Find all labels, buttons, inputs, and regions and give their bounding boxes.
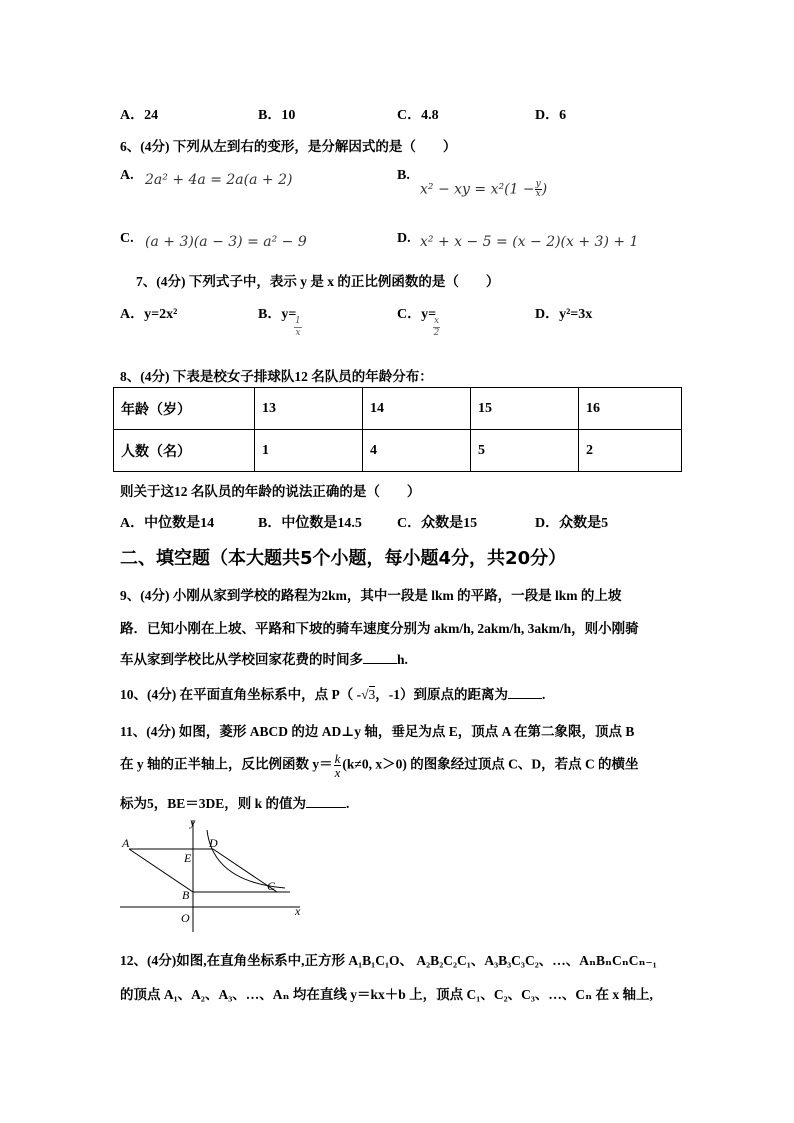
q6-option-c-label: C. [120,231,134,246]
table-cell: 1 [255,430,363,472]
q8-option-b: B．中位数是14.5 [258,516,362,531]
table-cell: 2 [579,430,682,472]
q11-line-3: 标为5，BE＝3DE，则 k 的值为 . [120,796,350,811]
q8-option-c: C．众数是15 [397,516,478,531]
table-cell: 16 [579,388,682,430]
q6-option-a-label: A. [120,168,134,183]
label-a: A [122,836,130,850]
label-c: C [267,879,276,893]
q7-option-b-fraction: $\frac{1}{x}$ [295,316,301,338]
q7-option-c-fraction: $\frac{x}{2}$ [433,316,440,338]
table-row [114,430,682,472]
q5-option-c: C．4.8 [397,108,439,123]
table-cell: 13 [255,388,363,430]
q7-option-d: D．y²=3x [535,307,593,322]
q7-stem: 7、(4分) 下列式子中，表示 y 是 x 的正比例函数的是（ ） [136,274,500,289]
q5-option-b: B．10 [258,108,296,123]
q6-option-c-expr: (a + 3)(a − 3) = a² − 9 [145,234,307,250]
answer-blank [306,807,346,808]
age-distribution-table [113,387,682,472]
table-cell: 年龄（岁） [114,388,255,430]
rhombus-figure [115,812,315,937]
q9-line-3: 车从家到学校比从学校回家花费的时间多 h. [120,652,408,667]
q12-line-2: 的顶点 A₁、A₂、A₃、…、Aₙ 均在直线 y＝kx＋b 上，顶点 C₁、C₂、C₃、…、Cₙ 在 x 轴上, [120,987,653,1002]
q11-line-2: 在 y 轴的正半轴上，反比例函数 y＝ $\frac{k}{x}$ (k≠0, x＞0) 的图象经过顶点 C、D，若点 C 的横坐 [120,751,639,780]
q8-stem: 8、(4分) 下表是校女子排球队12 名队员的年龄分布： [120,369,433,384]
answer-blank [363,663,397,664]
q9-line-2: 路．已知小刚在上坡、平路和下坡的骑车速度分别为 akm/h, 2akm/h, 3akm/h，则小刚骑 [120,621,639,636]
q6-stem: 6、(4分) 下列从左到右的变形，是分解因式的是（ ） [120,139,457,154]
q8-option-d: D．众数是5 [535,516,609,531]
table-cell: 5 [471,430,579,472]
label-d: D [209,836,218,850]
label-y: y [190,815,196,829]
table-cell: 人数（名） [114,430,255,472]
q7-option-a: A．y=2x² [120,307,178,322]
label-b: B [182,888,190,902]
q12-line-1: 12、(4分)如图,在直角坐标系中,正方形 A₁B₁C₁O、 A₂B₂C₂C₁、A₃B₃C₃C₂、…、AₙBₙCₙCₙ₋₁ [120,953,657,968]
q6-option-d-label: D. [397,231,411,246]
q6-option-b-expr: x² − xy = x²(1 − $\frac{y}{x}$ ) [420,179,548,199]
table-cell: 14 [363,388,471,430]
label-x: x [295,904,301,918]
label-e: E [184,851,192,865]
q6-option-d-expr: x² + x − 5 = (x − 2)(x + 3) + 1 [420,234,639,250]
q8-follow-up: 则关于这12 名队员的年龄的说法正确的是（ ） [120,484,421,499]
section-heading: 二、填空题（本大题共5个小题，每小题4分，共20分） [120,548,567,569]
q5-option-a: A．24 [120,108,159,123]
q10-stem: 10、(4分) 在平面直角坐标系中，点 P（ -√3，-1）到原点的距离为 . [120,687,546,702]
answer-blank [508,698,542,699]
table-cell: 15 [471,388,579,430]
q7-option-b-label: B．y= [258,307,297,322]
q7-option-c-label: C．y= [397,307,437,322]
table-cell: 4 [363,430,471,472]
q11-line-1: 11、(4分) 如图，菱形 ABCD 的边 AD⊥y 轴，垂足为点 E，顶点 A 在第二象限，顶点 B [120,724,635,739]
inverse-function-fraction: $\frac{k}{x}$ [334,751,341,780]
table-row [114,388,682,430]
q6-option-b-label: B. [397,168,410,183]
q6-option-a-expr: 2a² + 4a = 2a(a + 2) [145,172,293,188]
q5-option-d: D．6 [535,108,567,123]
q9-line-1: 9、(4分) 小刚从家到学校的路程为2km，其中一段是 lkm 的平路，一段是 lkm 的上坡 [120,588,622,603]
label-o: O [181,911,190,925]
q8-option-a: A．中位数是14 [120,516,215,531]
